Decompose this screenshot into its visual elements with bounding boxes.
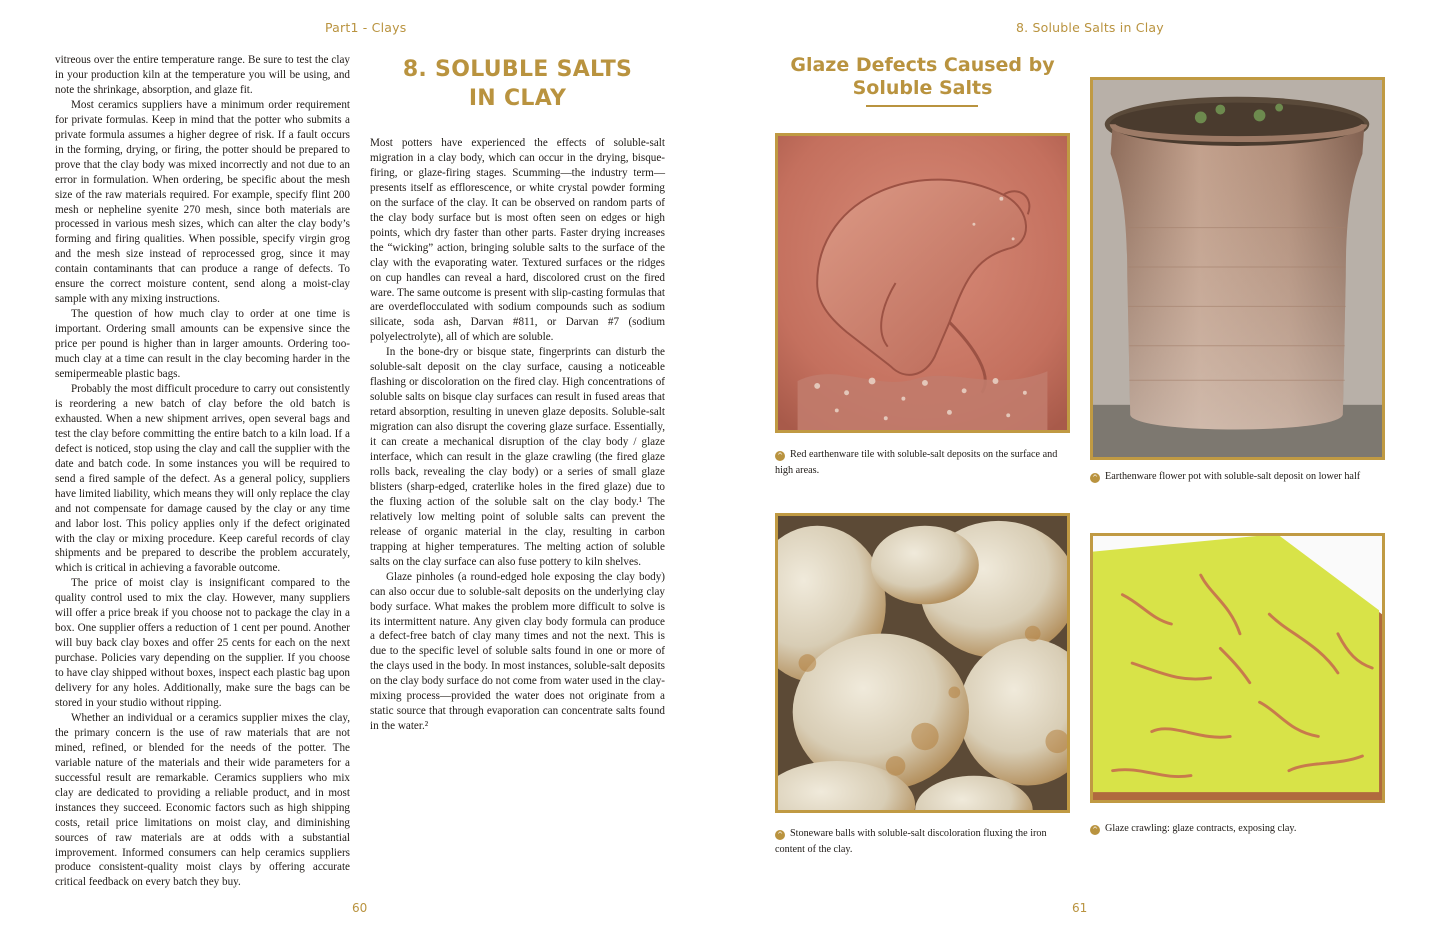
paragraph: Most ceramics suppliers have a minimum order requirement for private formulas. Keep in mind that the potter who submits a private formula assumes a higher degree of risk. If a fault occurs in the forming, drying, or firing, the potter should be prepared to prove that the clay body was mixed incorrectly and not due to an error in formulation. When ordering, be specific about the mesh size of the raw materials required. For example, specify flint 200 mesh or nepheline syenite 270 mesh, since both materials are processed in various mesh sizes, which can alter the clay body’s forming and firing qualities. When possible, specify virgin grog and the mesh size instead of reprocessed grog, since it may contain contaminants that can produce a range of defects. To ensure the correct moisture content, send along a moist-clay sample with any mixing instructions.	[55, 98, 350, 306]
caption-crawl	[1090, 821, 1385, 837]
chapter-title-line-2: IN CLAY	[468, 86, 567, 111]
paragraph: Probably the most difficult procedure to carry out consistently is reordering a new batch of clay before the old batch is exhausted. When a new shipment arrives, open several bags and test the clay before committing the entire batch to a kiln load. If a defect is noticed, stop using the clay and call the supplier with the date and batch code. In some instances you will be required to send a fired sample of the defect. As a general policy, suppliers have limited liability, which means they will only replace the clay and not compensate for damage caused by the clay or any time and labor lost. This policy applies only if the defect originated with the clay or mixing procedure. Keep careful records of clay shipments and be prepared to describe the problem accurately, which is critical in achieving a favorable outcome.	[55, 382, 350, 575]
caret-up-icon: ^	[1090, 825, 1100, 835]
running-head-left: Part1 - Clays	[325, 20, 407, 35]
paragraph: The question of how much clay to order at one time is important. Ordering small amounts can be expensive since the price per pound is higher than in larger amounts. Ordering too-much clay at a time can result in the clay becoming harder in the semipermeable plastic bags.	[55, 308, 350, 381]
running-head-right: 8. Soluble Salts in Clay	[1016, 20, 1164, 35]
paragraph: Whether an individual or a ceramics supplier mixes the clay, the primary concern is the use of raw materials that are not mined, refined, or blended for the needs of the potter. The variable nature of the materials and their wide parameters for a successful result are remarkable. Ceramics suppliers who mix clay are dedicated to providing a reliable product, and in most instances they succeed. Economic factors such as high shipping costs, retail price limitations on moist clay, and diminishing sources of raw materials are at odds with a substantial improvement. Informed consumers can help ceramics suppliers produce consistent-quality moist clays by offering accurate critical feedback on every batch they buy.	[55, 711, 350, 889]
page-number-right: 61	[1072, 901, 1088, 915]
caption-tile	[775, 447, 1070, 478]
caret-up-icon: ^	[775, 830, 785, 840]
paragraph: The price of moist clay is insignificant compared to the quality control used to mix the clay. However, many suppliers will offer a price break if you choose not to package the clay in a box. One supplier offers a reduction of 1 cent per pound. Another will buy back clay boxes and offer 25 cents for each on the next purchase. Policies vary depending on the supplier. If you choose to have clay shipped without boxes, inspect each plastic bag upon delivery for any holes. Additionally, make sure the bags can be stored in your studio without ripping.	[55, 577, 350, 709]
paragraph: Glaze pinholes (a round-edged hole exposing the clay body) can also occur due to soluble-salt deposits on the underlying clay body surface. What makes the problem more difficult to solve is its intermittent nature. Any given clay body formula can produce a defect-free batch of clay many times and not the next. This is due to the specific level of soluble salts found in one or more of the clays used in the body. In most instances, soluble-salt deposits on the clay body surface do not come from water used in the clay-mixing process—provided the water does not originate from a static source that through evaporation can concentrate salts found in the water.²	[370, 570, 665, 733]
gallery-title-line-2: Soluble Salts	[852, 77, 993, 99]
caption-balls	[775, 826, 1070, 857]
caret-up-icon: ^	[775, 451, 785, 461]
gallery-title-line-1: Glaze Defects Caused by	[790, 54, 1055, 76]
caret-up-icon: ^	[1090, 473, 1100, 483]
title-underline	[866, 105, 978, 107]
caption-pot-text: Earthenware flower pot with soluble-salt deposit on lower half	[1105, 471, 1361, 482]
gallery-title	[775, 54, 1070, 100]
chapter-title	[370, 55, 665, 113]
chapter-title-line-1: 8. SOLUBLE SALTS	[402, 57, 633, 82]
photo-flower-pot	[1090, 77, 1385, 460]
caption-crawl-text: Glaze crawling: glaze contracts, exposing clay.	[1105, 823, 1297, 834]
paragraph: vitreous over the entire temperature range. Be sure to test the clay in your production kiln at the temperature you will be using, and note the shrinkage, absorption, and glaze fit.	[55, 54, 350, 96]
photo-glaze-crawling	[1090, 533, 1385, 803]
pot-illustration	[1093, 80, 1382, 457]
paragraph: In the bone-dry or bisque state, fingerprints can disturb the soluble-salt deposit on the clay surface, causing a noticeable flashing or discoloration on the fired clay. High concentrations of soluble salts on bisque clay surfaces can result in fused areas that retard absorption, resulting in uneven glaze deposits. Soluble-salt migration can also disrupt the covering glaze surface. Essentially, it can create a mechanical disruption of the clay body / glaze interface, which can result in the glaze crawling (the fired glaze rolls back, revealing the clay body) or a series of small glaze blisters (sharp-edged, craterlike holes in the fired glaze) due to the fluxing action of the soluble salt on the clay body.¹ The relatively low melting point of soluble salts can prevent the release of organic material in the clay, resulting in carbon trapping at higher temperatures. The melting action of soluble salts on the clay surface can also fuse pottery to kiln shelves.	[370, 346, 665, 568]
page-number-left: 60	[352, 901, 368, 915]
caption-pot	[1090, 469, 1385, 485]
photo-stoneware-balls	[775, 513, 1070, 813]
crawl-illustration	[1093, 536, 1382, 800]
left-page-column-1	[55, 53, 350, 890]
caption-tile-text: Red earthenware tile with soluble-salt deposits on the surface and high areas.	[775, 449, 1058, 476]
paragraph: Most potters have experienced the effects of soluble-salt migration in a clay body, which can occur in the drying, bisque-firing, or glaze-firing stages. Scumming—the industry term—presents itself as efflorescence, or white crystal powder forming on the surface of the clay. It can be observed on random parts of the clay body surface but is most often seen on edges or high points, which dry faster than other parts. Faster drying increases the “wicking” action, bringing soluble salts to the surface of the clay with the evaporating water. Textured surfaces or the ridges on cup handles can reveal a hard, discolored crust on the fired ware. The same outcome is present with slip-casting formulas that are overdeflocculated with sodium compounds such as sodium silicate, soda ash, Darvan #811, or Darvan #7 (sodium polyelectrolyte), all of which are soluble.	[370, 137, 665, 344]
photo-earthenware-tile	[775, 133, 1070, 433]
tile-illustration	[778, 136, 1067, 430]
balls-illustration	[778, 516, 1067, 810]
caption-balls-text: Stoneware balls with soluble-salt discoloration fluxing the iron content of the clay.	[775, 828, 1047, 855]
left-page-column-2	[370, 136, 665, 734]
